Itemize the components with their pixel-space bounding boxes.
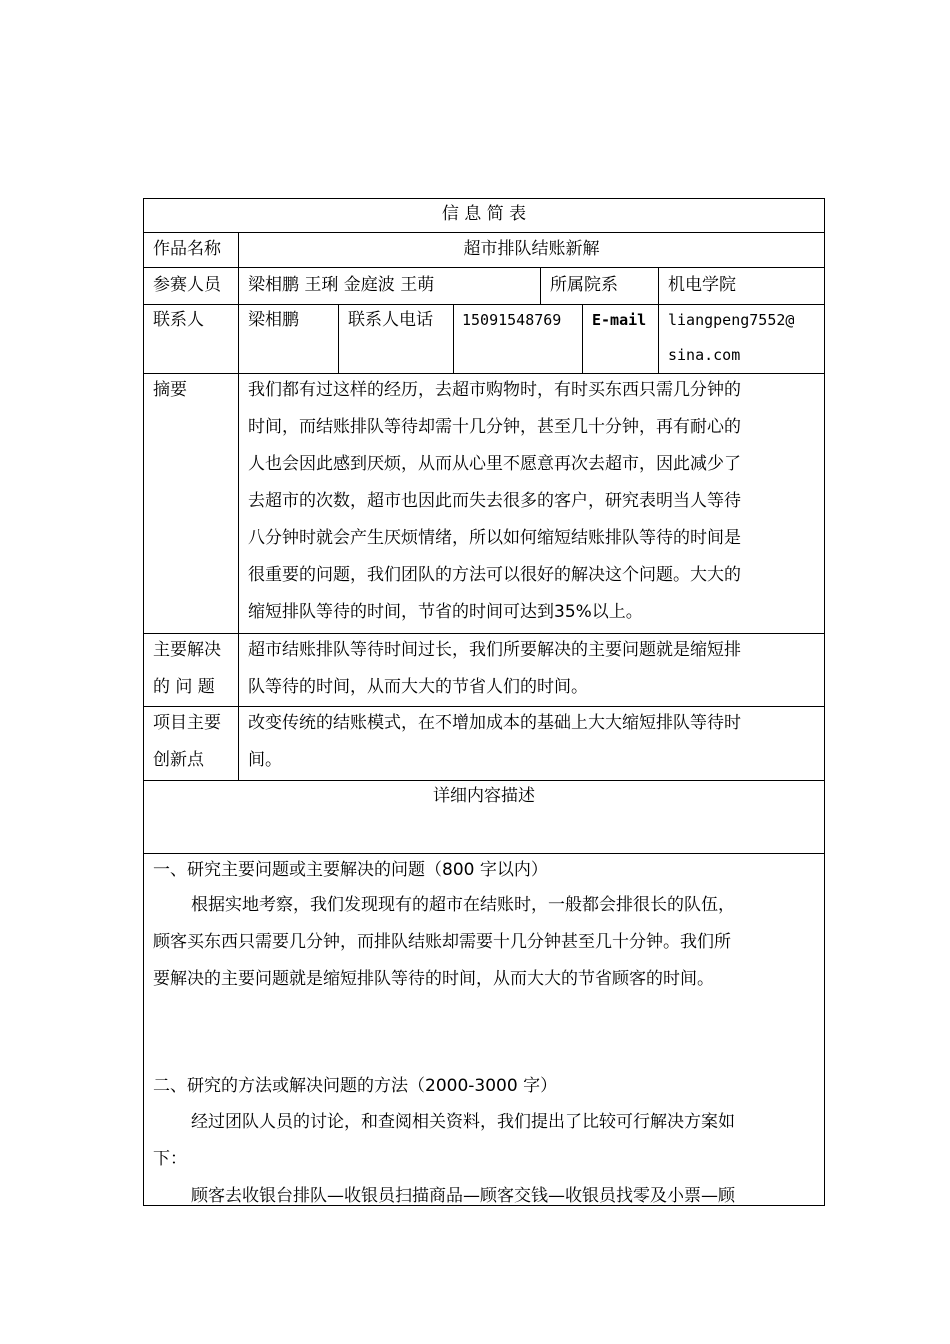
table-border-left — [143, 198, 144, 1206]
contact-label: 联系人 — [153, 310, 204, 330]
section1-line: 顾客买东西只需要几分钟，而排队结账却需要十几分钟甚至几十分钟。我们所 — [153, 932, 731, 952]
column-divider — [453, 304, 454, 374]
problem-label-line: 的 问 题 — [153, 677, 215, 697]
column-divider — [658, 267, 659, 305]
phone-value: 15091548769 — [462, 311, 562, 329]
column-divider — [338, 304, 339, 374]
abstract-line: 我们都有过这样的经历，去超市购物时，有时买东西只需几分钟的 — [248, 380, 741, 400]
problem-line: 超市结账排队等待时间过长，我们所要解决的主要问题就是缩短排 — [248, 640, 741, 660]
section2-line: 顾客去收银台排队—收银员扫描商品—顾客交钱—收银员找零及小票—顾 — [191, 1186, 735, 1206]
innovation-label-line: 项目主要 — [153, 713, 221, 733]
innovation-line: 间。 — [248, 750, 282, 770]
innovation-label-line: 创新点 — [153, 750, 204, 770]
members-label: 参赛人员 — [153, 275, 221, 295]
abstract-line: 很重要的问题，我们团队的方法可以很好的解决这个问题。大大的 — [248, 565, 741, 585]
label-column-divider — [238, 232, 239, 781]
contact-name: 梁相鹏 — [248, 310, 299, 330]
section1-line: 要解决的主要问题就是缩短排队等待的时间，从而大大的节省顾客的时间。 — [153, 969, 714, 989]
problem-label-line: 主要解决 — [153, 640, 221, 660]
email-value-line: sina.com — [668, 346, 741, 364]
column-divider — [582, 304, 583, 374]
column-divider — [540, 267, 541, 305]
problem-line: 队等待的时间，从而大大的节省人们的时间。 — [248, 677, 588, 697]
section1-heading: 一、研究主要问题或主要解决的问题（800 字以内） — [153, 860, 548, 880]
abstract-line: 去超市的次数，超市也因此而失去很多的客户，研究表明当人等待 — [248, 491, 741, 511]
detail-section-title: 详细内容描述 — [433, 786, 535, 806]
column-divider — [658, 304, 659, 374]
work-name-value: 超市排队结账新解 — [463, 239, 600, 259]
department-value: 机电学院 — [668, 275, 736, 295]
abstract-label: 摘要 — [153, 380, 187, 400]
abstract-line: 八分钟时就会产生厌烦情绪，所以如何缩短结账排队等待的时间是 — [248, 528, 741, 548]
phone-label: 联系人电话 — [348, 310, 433, 330]
abstract-line: 人也会因此感到厌烦，从而从心里不愿意再次去超市，因此减少了 — [248, 454, 741, 474]
table-border-right — [824, 198, 825, 1206]
innovation-line: 改变传统的结账模式，在不增加成本的基础上大大缩短排队等待时 — [248, 713, 741, 733]
abstract-line: 缩短排队等待的时间，节省的时间可达到35%以上。 — [248, 602, 643, 622]
email-label: E-mail — [592, 311, 647, 329]
section2-line: 下： — [153, 1149, 187, 1169]
abstract-line: 时间，而结账排队等待却需十几分钟，甚至几十分钟，再有耐心的 — [248, 417, 741, 437]
work-name-label: 作品名称 — [153, 239, 221, 259]
members-value: 梁相鹏 王琍 金庭波 王萌 — [248, 275, 435, 295]
section1-line: 根据实地考察，我们发现现有的超市在结账时，一般都会排很长的队伍， — [191, 895, 735, 915]
section2-line: 经过团队人员的讨论，和查阅相关资料，我们提出了比较可行解决方案如 — [191, 1112, 735, 1132]
department-label: 所属院系 — [550, 275, 618, 295]
form-title: 信 息 简 表 — [441, 204, 527, 224]
section2-heading: 二、研究的方法或解决问题的方法（2000-3000 字） — [153, 1076, 558, 1096]
email-value-line: liangpeng7552@ — [668, 311, 795, 329]
